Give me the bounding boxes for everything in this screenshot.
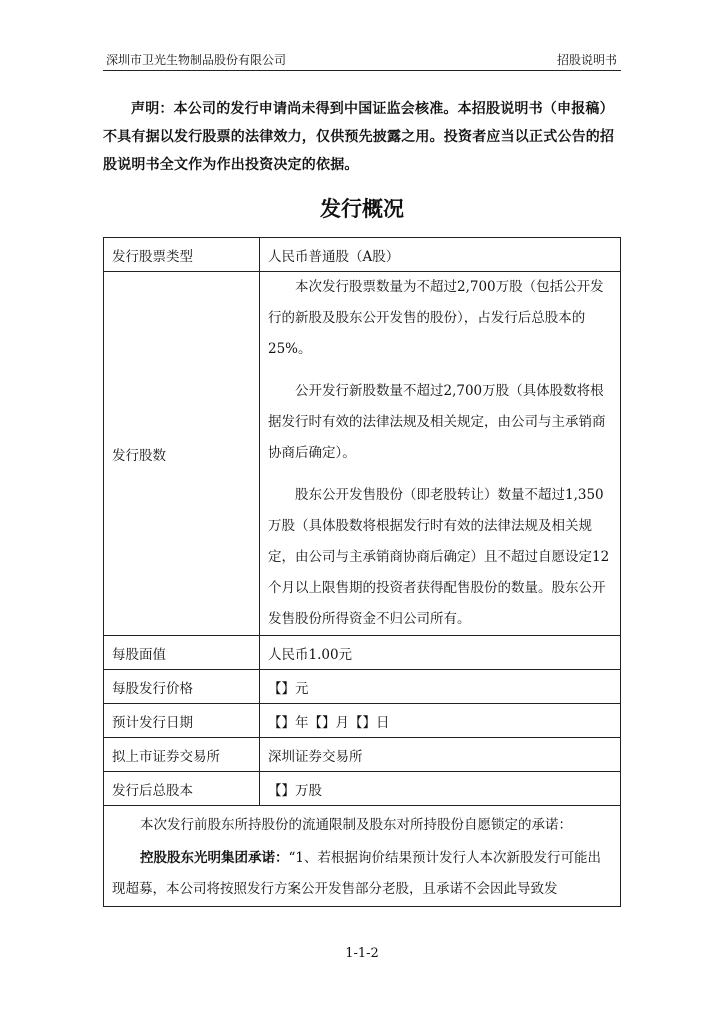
row-label: 发行股票类型 (104, 238, 260, 272)
shares-paragraph-2: 公开发行新股数量不超过2,700万股（具体股数将根据发行时有效的法律法规及相关规定，由公司与主承销商协商后确定）。 (268, 383, 606, 461)
row-label: 每股面值 (104, 636, 260, 670)
page-number: 1-1-2 (345, 946, 379, 961)
table-row-total-shares (104, 772, 621, 806)
commitment-text: “1、若根据询价结果预计发行人本次新股发行可能出现超募，本公司将按照发行方案公开发售部分老股，且承诺不会因此导致发 (112, 849, 601, 897)
row-label: 拟上市证券交易所 (104, 738, 260, 772)
row-label: 每股发行价格 (104, 670, 260, 704)
shares-paragraph-3: 股东公开发售股份（即老股转让）数量不超过1,350万股（具体股数将根据发行时有效的法律法规及相关规定，由公司与主承销商协商后确定）且不超过自愿设定12个月以上限售期的投资者获得配售股份的数量。股东公开发售股份所得资金不归公司所有。 (268, 487, 610, 627)
declaration-paragraph: 声明：本公司的发行申请尚未得到中国证监会核准。本招股说明书（申报稿）不具有据以发行股票的法律效力，仅供预先披露之用。投资者应当以正式公告的招股说明书全文作为作出投资决定的依据。 (103, 101, 615, 173)
header-document-type: 招股说明书 (556, 53, 617, 67)
header-divider (103, 70, 621, 71)
offering-overview-table (103, 237, 621, 907)
shares-detail-cell (260, 272, 621, 636)
row-value: 人民币1.00元 (260, 636, 621, 670)
row-value: 人民币普通股（A股） (260, 238, 621, 272)
row-value: 【】年【】月【】日 (260, 704, 621, 738)
commitment-paragraph (112, 843, 612, 905)
table-row-shares (104, 272, 621, 636)
table-row-par-value (104, 636, 621, 670)
table-row-price (104, 670, 621, 704)
header-company-name: 深圳市卫光生物制品股份有限公司 (106, 53, 287, 67)
section-title: 发行概况 (320, 197, 404, 221)
page-header (103, 50, 621, 70)
table-row-commitment (104, 806, 621, 907)
row-label: 预计发行日期 (104, 704, 260, 738)
row-value: 【】元 (260, 670, 621, 704)
row-label: 发行后总股本 (104, 772, 260, 806)
shares-paragraph-1: 本次发行股票数量为不超过2,700万股（包括公开发行的新股及股东公开发售的股份），占发行后总股本的25%。 (268, 279, 604, 357)
row-value: 【】万股 (260, 772, 621, 806)
table-row-exchange (104, 738, 621, 772)
table-row-stock-type (104, 238, 621, 272)
commitment-lead: 控股股东光明集团承诺： (140, 849, 289, 866)
commitment-intro: 本次发行前股东所持股份的流通限制及股东对所持股份自愿锁定的承诺： (140, 816, 572, 833)
row-label: 发行股数 (104, 272, 260, 636)
row-value: 深圳证券交易所 (260, 738, 621, 772)
table-row-date (104, 704, 621, 738)
commitment-cell (104, 806, 621, 907)
